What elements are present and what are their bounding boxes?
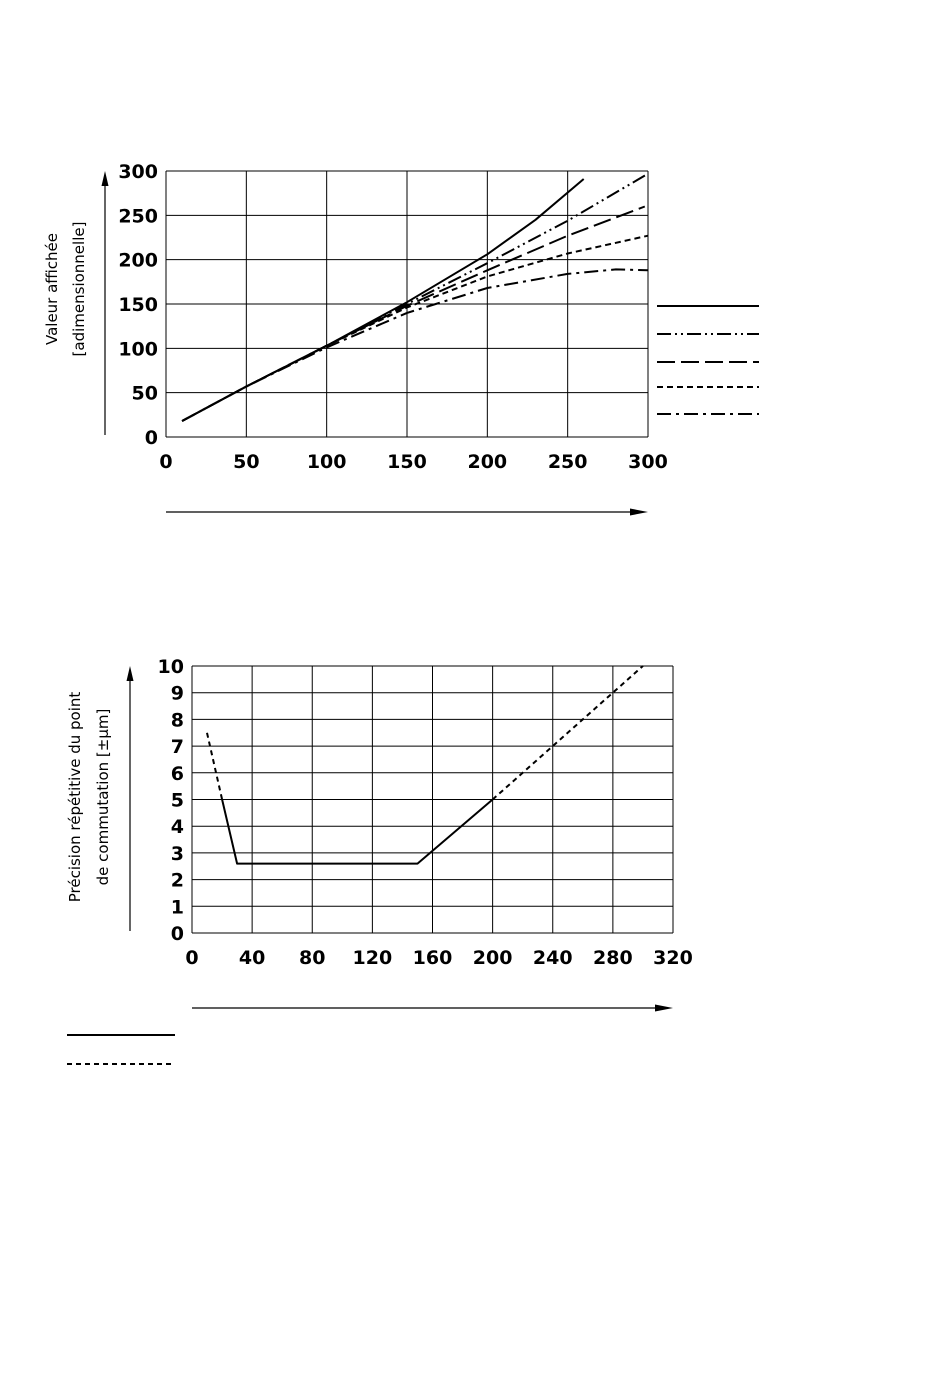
x-tick-label: 200 — [467, 451, 508, 473]
x-tick-label: 280 — [593, 947, 633, 969]
y-tick-label: 50 — [131, 382, 158, 405]
x-tick-label: 250 — [547, 451, 588, 473]
series-line — [182, 269, 648, 421]
series-line — [207, 733, 222, 800]
x-tick-label: 80 — [299, 947, 326, 969]
series-line — [222, 800, 493, 864]
x-tick-label: 150 — [387, 451, 427, 473]
y-axis-label: Précision répétitive du point — [66, 691, 84, 903]
series-line — [182, 207, 645, 422]
y-tick-label: 8 — [170, 709, 184, 732]
y-tick-label: 5 — [170, 789, 184, 812]
y-tick-label: 9 — [170, 682, 184, 705]
y-tick-label: 7 — [170, 736, 184, 759]
y-tick-label: 1 — [170, 896, 184, 919]
y-tick-label: 4 — [170, 816, 184, 839]
x-axis-arrowhead — [630, 509, 648, 516]
x-tick-label: 240 — [532, 947, 573, 969]
y-tick-label: 250 — [118, 205, 158, 228]
chart-switching-repeatability — [66, 656, 693, 1064]
y-tick-label: 0 — [144, 427, 158, 449]
x-tick-label: 300 — [628, 451, 668, 473]
y-tick-label: 6 — [170, 762, 184, 785]
y-tick-label: 300 — [118, 161, 158, 183]
x-tick-label: 50 — [233, 451, 260, 473]
y-tick-label: 200 — [118, 249, 158, 272]
y-tick-label: 2 — [170, 869, 184, 892]
series-line — [493, 666, 643, 800]
y-axis-label: de commutation [±µm] — [94, 708, 112, 886]
chart-displayed-value — [43, 161, 759, 516]
y-tick-label: 100 — [118, 338, 158, 361]
y-axis-label: [adimensionnelle] — [70, 221, 88, 357]
y-axis-label: Valeur affichée — [43, 232, 61, 346]
series-line — [182, 236, 648, 421]
x-tick-label: 40 — [238, 947, 266, 969]
y-axis-arrowhead — [127, 666, 134, 681]
x-tick-label: 120 — [352, 947, 393, 969]
x-tick-label: 320 — [653, 947, 693, 969]
y-tick-label: 150 — [118, 294, 158, 316]
y-tick-label: 3 — [170, 842, 184, 865]
x-tick-label: 100 — [306, 451, 347, 473]
x-axis-arrowhead — [655, 1005, 673, 1012]
x-tick-label: 0 — [159, 451, 173, 473]
y-tick-label: 10 — [157, 656, 184, 678]
x-tick-label: 0 — [185, 947, 199, 969]
y-axis-arrowhead — [102, 171, 109, 186]
x-tick-label: 160 — [412, 947, 453, 969]
x-tick-label: 200 — [472, 947, 513, 969]
y-tick-label: 0 — [170, 923, 184, 945]
